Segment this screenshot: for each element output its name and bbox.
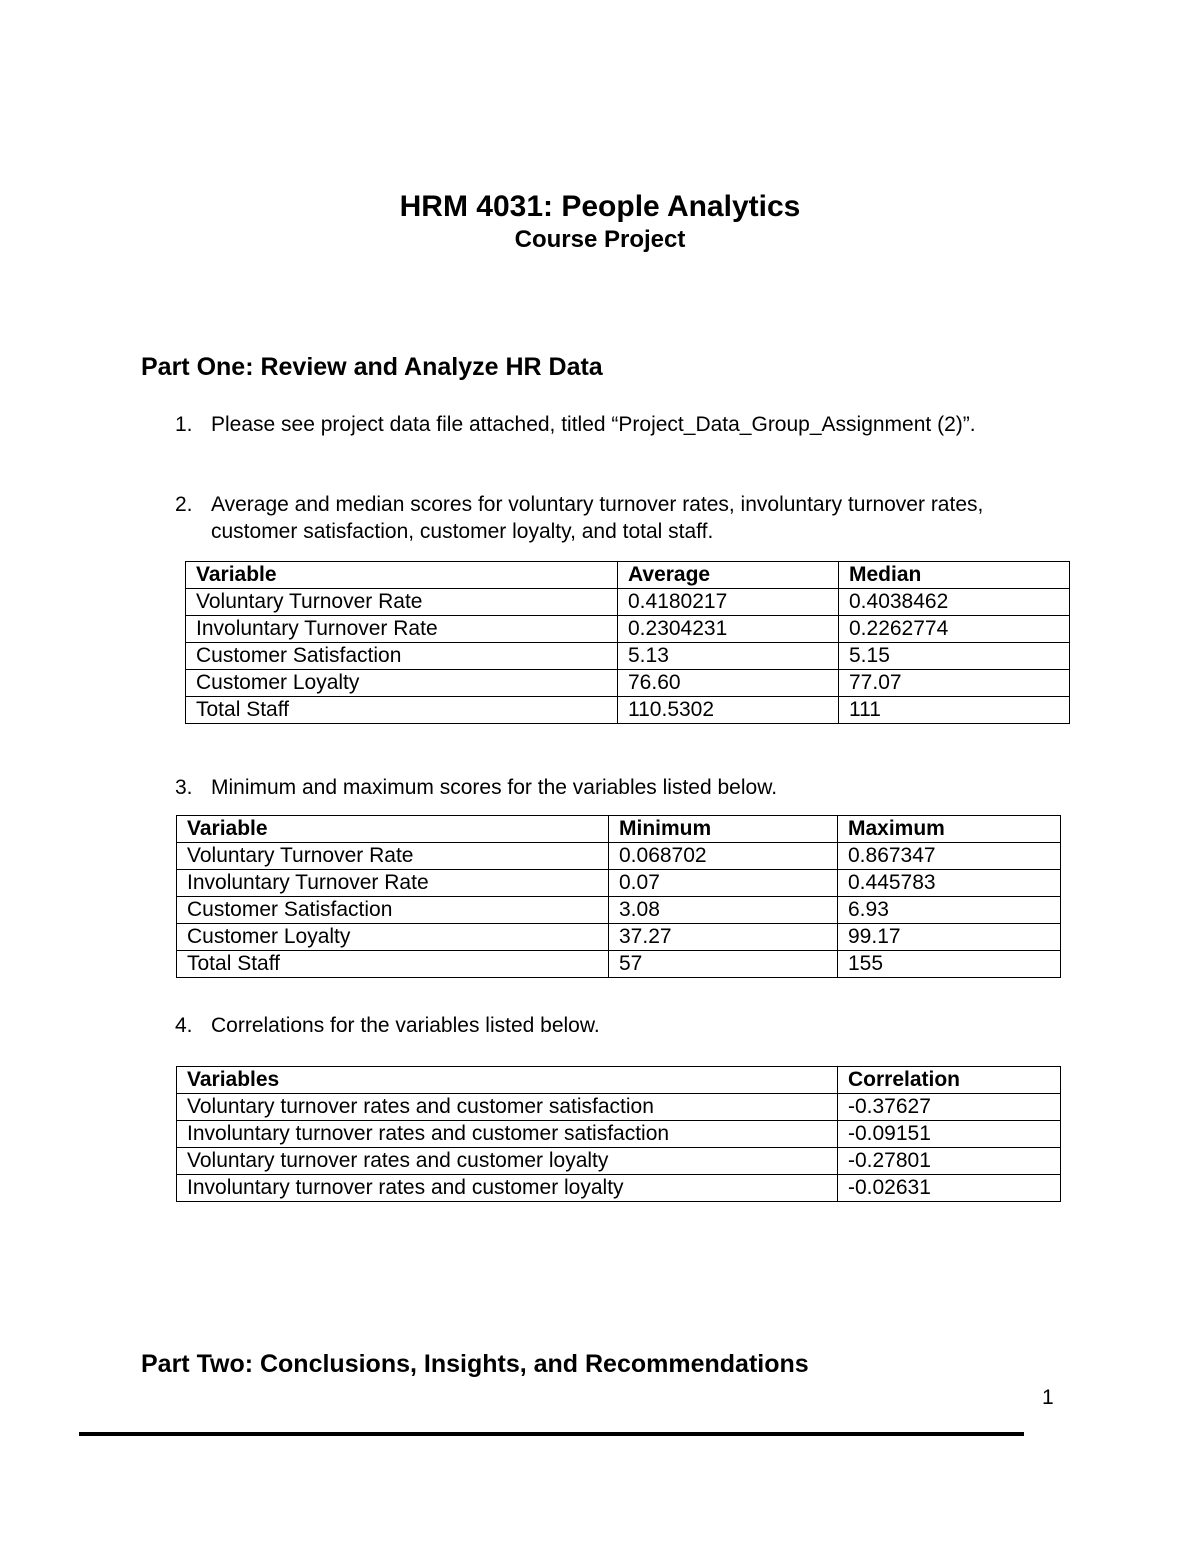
table-cell: -0.37627 [838,1094,1061,1121]
table-cell: -0.27801 [838,1148,1061,1175]
table-row [177,1148,1061,1175]
table-cell: 77.07 [839,670,1070,697]
table-row [177,843,1061,870]
table-cell: 0.4038462 [839,589,1070,616]
table-cell: Voluntary turnover rates and customer satisfaction [177,1094,838,1121]
table-row [177,1121,1061,1148]
table-cell: Total Staff [177,951,609,978]
list-item-number: 4. [175,1014,193,1037]
table-cell: 76.60 [618,670,839,697]
table-cell: Customer Loyalty [177,924,609,951]
list-item-text: Minimum and maximum scores for the variables listed below. [211,776,778,799]
table-cell: Involuntary turnover rates and customer loyalty [177,1175,838,1202]
table-cell: Voluntary Turnover Rate [186,589,618,616]
list-item-4 [175,1012,1035,1039]
table-header-cell: Median [839,562,1070,589]
table-cell: Involuntary Turnover Rate [177,870,609,897]
part-one-heading: Part One: Review and Analyze HR Data [141,353,603,381]
document-title: HRM 4031: People Analytics [399,190,801,223]
table-cell: Customer Satisfaction [177,897,609,924]
table-header-cell: Variable [177,816,609,843]
table-cell: Involuntary Turnover Rate [186,616,618,643]
list-item-text: Average and median scores for voluntary turnover rates, involuntary turnover rates, customer satisfaction, customer loyalty, and total staff. [211,493,984,543]
table-header-cell: Maximum [838,816,1061,843]
table-cell: -0.02631 [838,1175,1061,1202]
table-cell: Customer Loyalty [186,670,618,697]
table-row [186,589,1070,616]
table-cell: Total Staff [186,697,618,724]
table-header-cell: Minimum [609,816,838,843]
table-cell: 110.5302 [618,697,839,724]
list-item-1 [175,411,1035,438]
table-cell: 155 [838,951,1061,978]
table-cell: 0.07 [609,870,838,897]
table-header-cell: Variables [177,1067,838,1094]
document-subtitle: Course Project [514,226,686,253]
table-row [177,1175,1061,1202]
list-item-text: Please see project data file attached, titled “Project_Data_Group_Assignment (2)”. [211,413,976,436]
table-row [177,924,1061,951]
table-header-row [186,562,1070,589]
average-median-table [185,561,1070,724]
list-item-number: 2. [175,493,193,516]
list-item-2 [175,491,1035,545]
table-cell: Customer Satisfaction [186,643,618,670]
list-item-number: 3. [175,776,193,799]
table-header-cell: Variable [186,562,618,589]
correlations-table [176,1066,1061,1202]
minimum-maximum-table [176,815,1061,978]
table-cell: 37.27 [609,924,838,951]
table-cell: 0.2304231 [618,616,839,643]
part-two-heading: Part Two: Conclusions, Insights, and Recommendations [141,1350,809,1378]
table-cell: 0.445783 [838,870,1061,897]
list-item-3 [175,774,1035,801]
table-header-row [177,816,1061,843]
table-cell: Involuntary turnover rates and customer satisfaction [177,1121,838,1148]
table-cell: 0.867347 [838,843,1061,870]
table-header-cell: Average [618,562,839,589]
table-cell: 111 [839,697,1070,724]
table-row [177,1094,1061,1121]
footer-divider [79,1432,1024,1436]
table-header-row [177,1067,1061,1094]
table-cell: 99.17 [838,924,1061,951]
table-row [177,951,1061,978]
table-row [186,670,1070,697]
list-item-number: 1. [175,413,193,436]
table-cell: 5.13 [618,643,839,670]
table-cell: 0.4180217 [618,589,839,616]
table-row [186,697,1070,724]
table-row [177,870,1061,897]
table-cell: 0.068702 [609,843,838,870]
table-cell: -0.09151 [838,1121,1061,1148]
table-row [186,643,1070,670]
page-number: 1 [1042,1386,1054,1409]
table-cell: 57 [609,951,838,978]
list-item-text: Correlations for the variables listed below. [211,1014,600,1037]
table-cell: Voluntary Turnover Rate [177,843,609,870]
table-cell: 5.15 [839,643,1070,670]
table-cell: Voluntary turnover rates and customer loyalty [177,1148,838,1175]
table-cell: 6.93 [838,897,1061,924]
table-cell: 0.2262774 [839,616,1070,643]
table-row [186,616,1070,643]
table-header-cell: Correlation [838,1067,1061,1094]
table-row [177,897,1061,924]
table-cell: 3.08 [609,897,838,924]
